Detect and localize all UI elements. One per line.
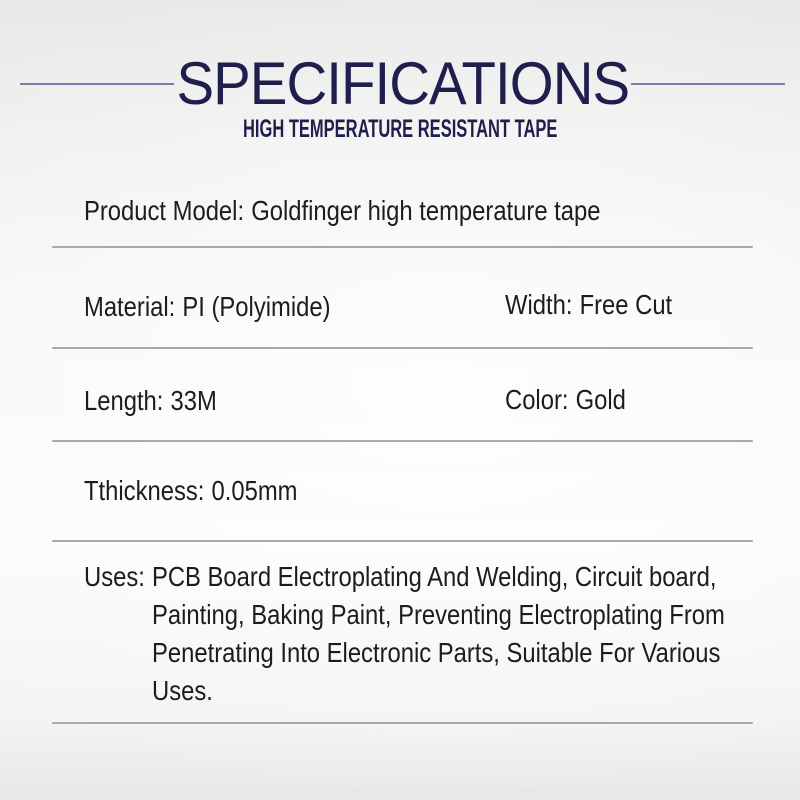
spec-material bbox=[84, 290, 374, 324]
spec-width bbox=[505, 288, 702, 322]
page-title: SPECIFICATIONS bbox=[176, 50, 629, 117]
spec-uses bbox=[84, 558, 800, 710]
spec-value: Free Cut bbox=[579, 289, 673, 320]
spec-value: Goldfinger high temperature tape bbox=[251, 195, 601, 226]
spec-label: Tthickness: bbox=[84, 475, 205, 506]
spec-label: Width: bbox=[505, 289, 573, 320]
spec-label-box bbox=[84, 558, 152, 596]
divider bbox=[52, 722, 753, 724]
spec-uses-line bbox=[152, 672, 800, 710]
spec-value: PI (Polyimide) bbox=[182, 291, 331, 322]
spec-label: Product Model: bbox=[84, 195, 245, 226]
spec-color bbox=[505, 383, 647, 417]
spec-uses-line bbox=[152, 558, 800, 596]
spec-uses-line bbox=[152, 634, 800, 672]
divider bbox=[52, 440, 753, 442]
title-rule-left bbox=[20, 83, 174, 85]
spec-uses-lines bbox=[152, 558, 800, 710]
spec-value: Gold bbox=[575, 384, 626, 415]
spec-value: 33M bbox=[170, 385, 217, 416]
title-rule-right bbox=[631, 83, 785, 85]
page-subtitle: HIGH TEMPERATURE RESISTANT TAPE bbox=[242, 115, 558, 143]
divider bbox=[52, 347, 753, 349]
spec-value: Penetrating Into Electronic Parts, Suitable For Various bbox=[152, 637, 721, 668]
spec-label: Uses: bbox=[84, 561, 145, 592]
spec-value: Painting, Baking Paint, Preventing Electroplating From bbox=[152, 599, 725, 630]
spec-product-model bbox=[84, 194, 692, 228]
spec-uses-line bbox=[152, 596, 800, 634]
spec-value: 0.05mm bbox=[211, 475, 298, 506]
divider bbox=[52, 246, 753, 248]
subtitle-wrap bbox=[0, 114, 800, 144]
spec-label: Length: bbox=[84, 385, 164, 416]
spec-length bbox=[84, 384, 240, 418]
spec-label: Color: bbox=[505, 384, 569, 415]
spec-value: Uses. bbox=[152, 675, 213, 706]
spec-label: Material: bbox=[84, 291, 176, 322]
spec-value: PCB Board Electroplating And Welding, Circuit board, bbox=[152, 561, 717, 592]
divider bbox=[52, 540, 753, 542]
spec-thickness bbox=[84, 474, 335, 508]
title-row bbox=[20, 52, 785, 116]
